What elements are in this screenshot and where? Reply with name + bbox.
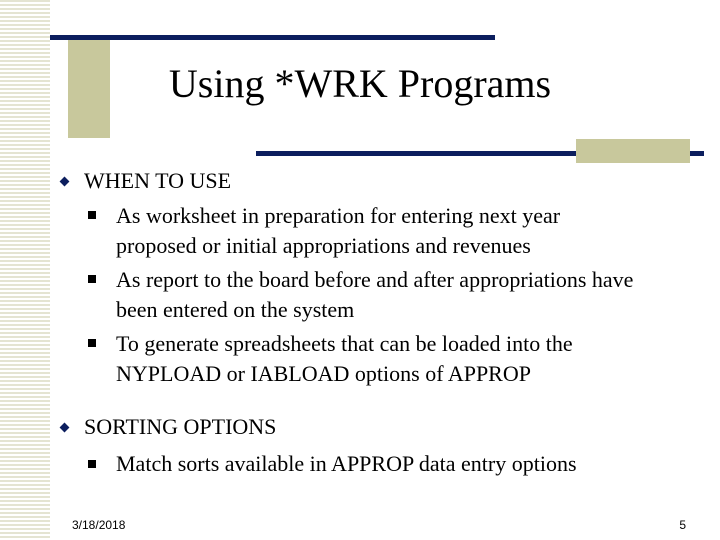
diamond-bullet-icon bbox=[60, 177, 70, 187]
footer-date: 3/18/2018 bbox=[72, 518, 126, 532]
list-item: Match sorts available in APPROP data entry options bbox=[116, 451, 577, 476]
list-item: As worksheet in preparation for entering next year proposed or initial appropriations and revenues bbox=[116, 203, 561, 258]
title-top-rule bbox=[50, 35, 495, 40]
square-bullet-icon bbox=[88, 339, 96, 347]
square-bullet-icon bbox=[88, 275, 96, 283]
list-item: To generate spreadsheets that can be loaded into the NYPLOAD or IABLOAD options of APPROP bbox=[116, 331, 573, 386]
diamond-bullet-icon bbox=[60, 423, 70, 433]
title-bottom-accent-block bbox=[576, 139, 690, 163]
square-bullet-icon bbox=[88, 211, 96, 219]
page-number: 5 bbox=[679, 518, 686, 532]
decorative-stripe bbox=[0, 0, 50, 540]
square-bullet-icon bbox=[88, 460, 96, 468]
section-heading: SORTING OPTIONS bbox=[84, 414, 277, 439]
slide-title: Using *WRK Programs bbox=[168, 61, 552, 106]
list-item: As report to the board before and after appropriations have been entered on the system bbox=[116, 267, 634, 322]
section-heading: WHEN TO USE bbox=[84, 168, 232, 193]
